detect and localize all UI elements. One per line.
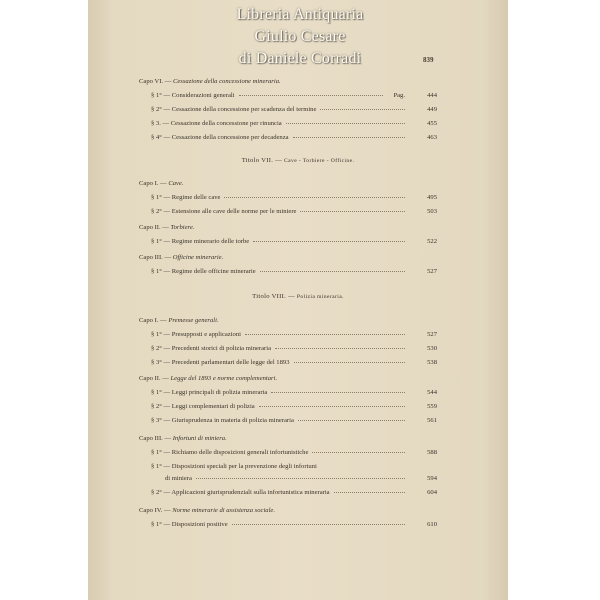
- entry-label: § 1° — Leggi principali di polizia mineraria: [151, 389, 268, 396]
- leader-dots: [196, 478, 405, 479]
- entry-page: 503: [427, 208, 437, 215]
- leader-dots: [253, 241, 405, 242]
- leader-dots: [298, 420, 405, 421]
- toc-entry: [151, 354, 437, 366]
- chapter-title: Torbiere.: [170, 224, 195, 231]
- leader-dots: [334, 492, 405, 493]
- watermark-line-2: Giulio Cesare: [254, 28, 346, 45]
- toc-entry: [151, 115, 437, 127]
- chapter-heading: [139, 312, 419, 324]
- chapter-heading: [139, 502, 419, 514]
- entry-label: § 2° — Leggi complementari di polizia: [151, 403, 255, 410]
- entry-label: § 2° — Cessazione della concessione per scadenza del termine: [151, 106, 317, 113]
- section-heading: Cave - Torbiere - Officine.: [284, 158, 355, 164]
- chapter-heading: [139, 249, 419, 261]
- entry-page: 449: [427, 106, 437, 113]
- chapter-label: Capo II. —: [139, 224, 169, 231]
- entry-page: 522: [427, 238, 437, 245]
- entry-page: 527: [427, 268, 437, 275]
- page-abbrev: Pag.: [393, 92, 405, 99]
- leader-dots: [224, 197, 405, 198]
- chapter-heading: [139, 175, 419, 187]
- chapter-title: Premesse generali.: [168, 317, 219, 324]
- section-label: Titolo VII. —: [241, 157, 283, 164]
- section-heading: Polizia mineraria.: [296, 294, 344, 300]
- toc-entry: [151, 203, 437, 215]
- entry-page: 559: [427, 403, 437, 410]
- toc-entry: [151, 412, 437, 424]
- section-title: [88, 157, 508, 164]
- chapter-title: Norme minerarie di assistenza sociale.: [172, 507, 275, 514]
- toc-entry: [151, 384, 437, 396]
- entry-label-continued: di miniera: [165, 475, 192, 482]
- chapter-title: Infortuni di miniera.: [172, 435, 227, 442]
- entry-label: § 1° — Richiamo delle disposizioni generali infortunistiche: [151, 449, 309, 456]
- page-number: 839: [423, 56, 434, 64]
- section-label: Titolo VIII. —: [252, 293, 295, 300]
- leader-dots: [293, 137, 405, 138]
- entry-page: 588: [427, 449, 437, 456]
- leader-dots: [275, 348, 405, 349]
- chapter-heading: [139, 370, 419, 382]
- leader-dots: [245, 334, 405, 335]
- entry-label: § 4° — Cessazione della concessione per decadenza: [151, 134, 289, 141]
- toc-entry: [151, 233, 437, 245]
- entry-page: 538: [427, 359, 437, 366]
- chapter-title: Cave.: [168, 180, 184, 187]
- leader-dots: [300, 211, 405, 212]
- entry-label: § 1° — Regime delle officine minerarie: [151, 268, 256, 275]
- entry-page: 530: [427, 345, 437, 352]
- toc-entry: [151, 87, 437, 99]
- leader-dots: [271, 392, 405, 393]
- entry-label: § 1° — Regime minerario delle torbe: [151, 238, 250, 245]
- chapter-label: Capo III. —: [139, 435, 172, 442]
- entry-label: § 1° — Considerazioni generali: [151, 92, 235, 99]
- chapter-heading: [139, 73, 419, 85]
- entry-label: § 2° — Estensione alle cave delle norme per le miniere: [151, 208, 297, 215]
- watermark-line-1: Libreria Antiquaria: [236, 6, 364, 23]
- toc-entry: [151, 484, 437, 496]
- watermark-line-3: di Daniele Corradi: [238, 50, 362, 67]
- entry-page: 561: [427, 417, 437, 424]
- chapter-label: Capo I. —: [139, 180, 167, 187]
- leader-dots: [259, 406, 405, 407]
- chapter-title: Cessazione della concessione mineraria.: [172, 78, 281, 85]
- toc-entry: [151, 516, 437, 528]
- toc-entry: [151, 398, 437, 410]
- chapter-label: Capo IV. —: [139, 507, 171, 514]
- entry-page: 463: [427, 134, 437, 141]
- toc-entry: [151, 340, 437, 352]
- toc-entry: [151, 129, 437, 141]
- entry-page: 604: [427, 489, 437, 496]
- entry-page: 594: [427, 475, 437, 482]
- entry-label: § 3. — Cessazione della concessione per rinuncia: [151, 120, 282, 127]
- entry-page: 455: [427, 120, 437, 127]
- chapter-label: Capo III. —: [139, 254, 172, 261]
- leader-dots: [260, 271, 405, 272]
- toc-entry: [151, 189, 437, 201]
- entry-page: 495: [427, 194, 437, 201]
- toc-entry: [151, 263, 437, 275]
- chapter-label: Capo I. —: [139, 317, 167, 324]
- leader-dots: [294, 362, 406, 363]
- section-title: [88, 293, 508, 300]
- entry-label: § 1° — Disposizioni speciali per la prevenzione degli infortuni: [151, 463, 317, 470]
- chapter-label: Capo II. —: [139, 375, 169, 382]
- toc-entry: [151, 458, 437, 470]
- entry-label: § 1° — Disposizioni positive: [151, 521, 228, 528]
- leader-dots: [320, 109, 405, 110]
- entry-label: § 1° — Presupposti e applicazioni: [151, 331, 241, 338]
- toc-entry: [151, 444, 437, 456]
- chapter-title: Legge del 1893 e norme complementari.: [170, 375, 278, 382]
- entry-label: § 3° — Giurisprudenza in materia di polizia mineraria: [151, 417, 294, 424]
- chapter-heading: [139, 430, 419, 442]
- leader-dots: [239, 95, 383, 96]
- toc-entry-continued: [151, 470, 437, 482]
- leader-dots: [232, 524, 405, 525]
- entry-page: 544: [427, 389, 437, 396]
- entry-page: 610: [427, 521, 437, 528]
- entry-label: § 1° — Regime delle cave: [151, 194, 221, 201]
- toc-entry: [151, 101, 437, 113]
- entry-label: § 2° — Precedenti storici di polizia mineraria: [151, 345, 272, 352]
- chapter-heading: [139, 219, 419, 231]
- leader-dots: [312, 452, 405, 453]
- entry-page: 444: [427, 92, 437, 99]
- chapter-label: Capo VI. —: [139, 78, 172, 85]
- entry-page: 527: [427, 331, 437, 338]
- entry-label: § 3° — Precedenti parlamentari delle legge del 1893: [151, 359, 290, 366]
- chapter-title: Officine minerarie.: [172, 254, 224, 261]
- leader-dots: [286, 123, 405, 124]
- entry-label: § 2° — Applicazioni giurisprudenziali sulla infortunistica mineraria: [151, 489, 330, 496]
- toc-entry: [151, 326, 437, 338]
